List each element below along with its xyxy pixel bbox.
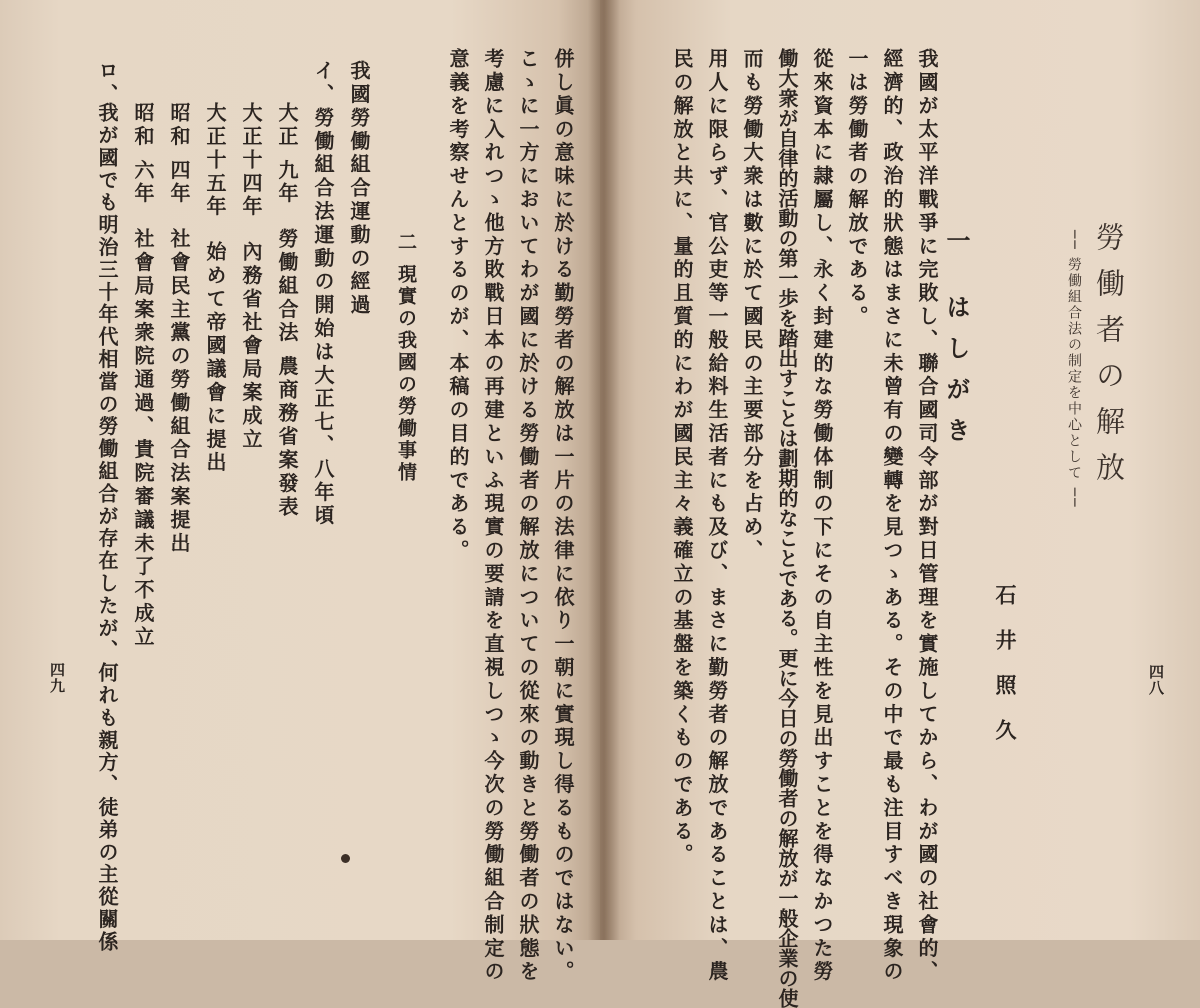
page-number-left: 四九 (48, 662, 66, 694)
item-i-text: 勞働組合法運動の開始は大正七、八年頃 (311, 106, 335, 529)
right-paragraph-line-6: 而も勞働大衆は數に於て國民の主要部分を占め、 (740, 48, 764, 563)
left-page (0, 0, 600, 984)
right-paragraph-line-3: 一は勞働者の解放である。 (845, 48, 869, 329)
right-paragraph-line-2: 經濟的、政治的狀態はまさに未曾有の變轉を見つゝある。その中で最も注目すべき現象の (880, 48, 904, 984)
item-i (309, 60, 338, 528)
ink-spot (341, 854, 350, 863)
timeline-row (273, 102, 302, 519)
timeline-row (201, 102, 230, 475)
timeline-era: 昭和 四年 (167, 102, 191, 206)
timeline-era: 大正十四年 (239, 102, 263, 219)
timeline-era: 大正十五年 (203, 102, 227, 219)
timeline-row (165, 102, 194, 556)
left-paragraph-line-1: 併し眞の意味に於ける勤勞者の解放は一片の法律に依り一朝に實現し得るものではない。 (551, 48, 575, 984)
left-paragraph-line-4: 意義を考察せんとするのが、本稿の目的である。 (446, 48, 470, 563)
section-heading-1: 一 はしがき (942, 228, 971, 459)
timeline-row (237, 102, 266, 452)
timeline-event: 內務省社會局案成立 (239, 241, 263, 452)
article-subtitle: ── 勞働組合法の制定を中心として ── (1066, 230, 1082, 509)
left-paragraph-line-2: こゝに一方においてわが國に於ける勞働者の解放についての從來の動きと勞働者の狀態を (516, 48, 540, 984)
right-paragraph-line-8: 民の解放と共に、量的且質的にわが國民主々義確立の基盤を築くものである。 (670, 48, 694, 867)
page-number-right: 四八 (1147, 664, 1165, 696)
timeline-event: 社會局案衆院通過、貴院審議未了不成立 (131, 227, 155, 650)
timeline-event: 始めて帝國議會に提出 (203, 241, 227, 475)
left-paragraph-line-3: 考慮に入れつゝ他方敗戰日本の再建といふ現實の要請を直視しつゝ今次の勞働組合制定の (481, 48, 505, 984)
right-paragraph-line-5: 働大衆が自律的活動の第一歩を踏出すことは劃期的なことである。更に今日の勞働者の解放が一般企業の使 (775, 48, 799, 1008)
right-page (600, 0, 1200, 1008)
item-i-label: イ、 (311, 60, 335, 107)
item-ro-label: ロ、 (95, 60, 119, 107)
book-gutter (588, 0, 620, 940)
timeline-event: 社會民主黨の勞働組合法案提出 (167, 227, 191, 556)
right-paragraph-line-1: 我國が太平洋戰爭に完敗し、聯合國司令部が對日管理を實施してから、わが國の社會的、 (915, 48, 939, 984)
item-ro-text: 我が國でも明治三十年代相當の勞働組合が存在したが、何れも親方、徒弟の主從關係 (95, 102, 119, 954)
timeline-era: 昭和 六年 (131, 102, 155, 206)
right-paragraph-line-7: 用人に限らず、官公吏等一般給料生活者にも及び、まさに勤勞者の解放であることは、農 (705, 48, 729, 984)
right-paragraph-line-4: 從來資本に隷屬し、永く封建的な勞働体制の下にその自主性を見出すことを得なかつた勞 (810, 48, 834, 984)
timeline-era: 大正 九年 (275, 102, 299, 206)
article-author: 石井照久 (993, 584, 1018, 764)
subsection-title: 我國勞働組合運動の經過 (347, 60, 371, 318)
timeline-event: 勞働組合法 農商務省案發表 (275, 227, 299, 520)
article-title: 勞働者の解放 (1092, 222, 1126, 498)
timeline-row (129, 102, 158, 649)
section-heading-2: 二 現實の我國の勞働事情 (395, 232, 417, 484)
